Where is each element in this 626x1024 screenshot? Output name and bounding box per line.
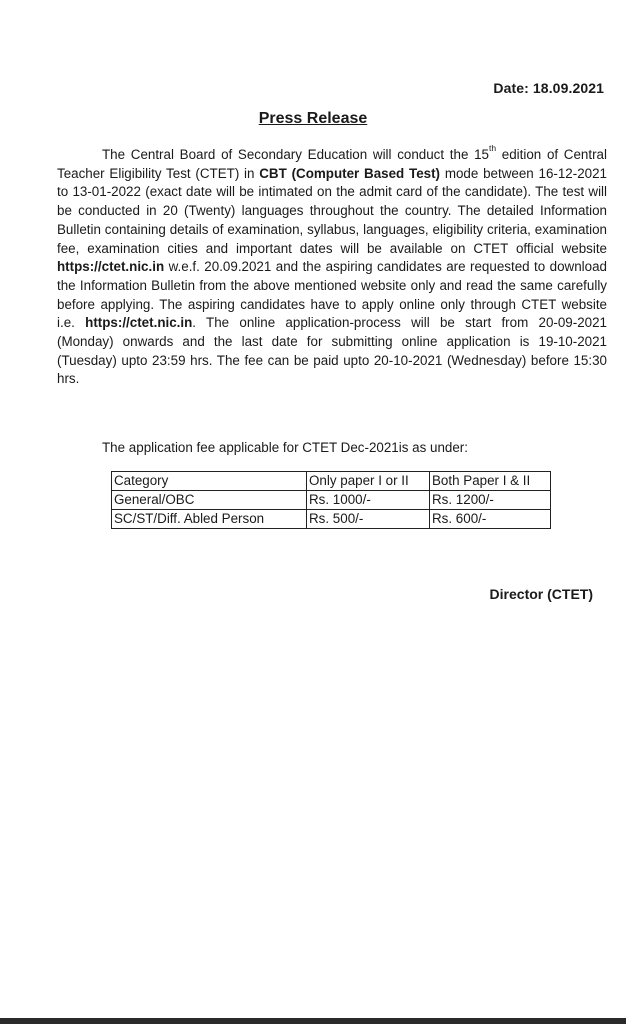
table-cell: General/OBC: [112, 491, 307, 510]
exam-mode: CBT (Computer Based Test): [259, 165, 441, 181]
table-cell: Rs. 600/-: [430, 510, 551, 529]
body-text: . The online application-process will be start from 20-09-2021 (Monday) onwards and the last date for submitting online application is 19-10-2021 (Tuesday) upto 23:59 hrs. The fee can be paid upto 20-10-2021 (Wednesday) before 15:30 hrs.: [57, 315, 608, 387]
table-header-cell: Both Paper I & II: [430, 472, 551, 491]
body-text: w.e.f. 20.09.2021 and the aspiring candidates are requested to download the Information Bulletin from the above mentioned website only and read the same carefully before applying. The aspiring candidates have to apply online only through CTET website i.e.: [57, 259, 607, 331]
table-cell: Rs. 500/-: [307, 510, 430, 529]
table-cell: Rs. 1200/-: [430, 491, 551, 510]
release-date: Date: 18.09.2021: [493, 80, 604, 96]
table-header-cell: Category: [112, 472, 307, 491]
fee-table: [111, 471, 551, 529]
website-url: https://ctet.nic.in: [57, 259, 165, 275]
table-cell: SC/ST/Diff. Abled Person: [112, 510, 307, 529]
page-bottom-edge: [0, 1018, 626, 1024]
page-title: Press Release: [258, 110, 368, 127]
table-header-row: [112, 472, 551, 491]
table-cell: Rs. 1000/-: [307, 491, 430, 510]
signatory: Director (CTET): [489, 586, 593, 602]
body-paragraph: [57, 143, 608, 389]
ordinal-suffix: th: [489, 143, 497, 153]
body-text: mode between 16-12-2021 to 13-01-2022 (exact date will be intimated on the admit card of the candidate). The test will be conducted in 20 (Twenty) languages throughout the country. The detailed Information Bulletin containing details of examination, syllabus, languages, eligibility criteria, examination fee, examination cities and important dates will be available on CTET official website: [57, 165, 607, 256]
website-url: https://ctet.nic.in: [85, 315, 193, 331]
table-row: [112, 491, 551, 510]
fee-intro-text: The application fee applicable for CTET Dec-2021is as under:: [102, 440, 468, 455]
table-row: [112, 510, 551, 529]
body-text: edition of Central Teacher Eligibility Test (CTET) in: [57, 147, 607, 181]
table-header-cell: Only paper I or II: [307, 472, 430, 491]
body-text: The Central Board of Secondary Education will conduct the 15: [102, 147, 489, 162]
press-release-body: [57, 143, 608, 389]
